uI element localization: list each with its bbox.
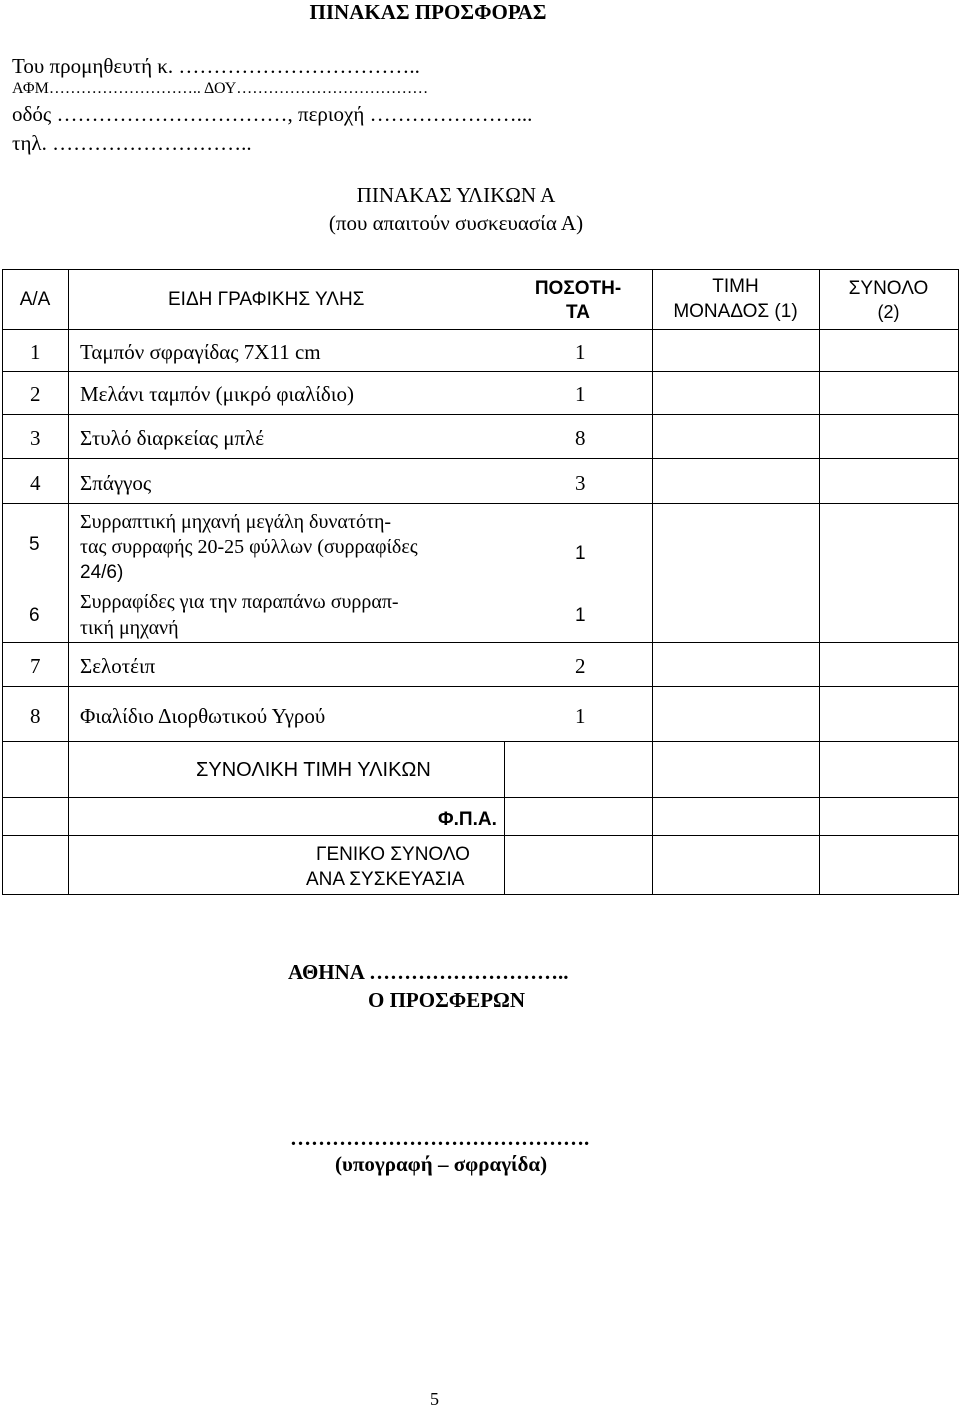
table-line [2,797,959,798]
row-4-aa: 4 [30,471,41,495]
table-line [2,835,959,836]
page-title: ΠΙΝΑΚΑΣ ΠΡΟΣΦΟΡΑΣ [309,0,547,24]
row-5-item-line-1: Συρραπτική μηχανή μεγάλη δυνατότη- [80,511,392,533]
row-5-qty: 1 [575,543,586,564]
row-1-aa: 1 [30,340,41,364]
col-header-total-2: (2) [877,302,900,322]
col-header-price-1: ΤΙΜΗ [712,276,759,297]
place-date: ΑΘΗΝΑ ……………………….. [288,960,569,984]
row-3-qty: 8 [575,426,586,450]
table-line [2,686,959,687]
total-materials-label: ΣΥΝΟΛΙΚΗ ΤΙΜΗ ΥΛΙΚΩΝ [196,759,431,781]
vat-label: Φ.Π.Α. [438,809,497,830]
row-8-qty: 1 [575,704,586,728]
row-3-aa: 3 [30,426,41,450]
table-line [652,269,653,894]
row-6-item-line-1: Συρραφίδες για την παραπάνω συρραπ- [80,591,399,613]
grand-total-label-2: ΑΝΑ ΣΥΣΚΕΥΑΣΙΑ [306,869,465,890]
row-6-qty: 1 [575,605,586,626]
col-header-total-1: ΣΥΝΟΛΟ [848,278,929,299]
street-area-line: οδός ……………………………, περιοχή …………………... [12,102,533,126]
row-3-item: Στυλό διαρκείας μπλέ [80,426,265,450]
signature-label: (υπογραφή – σφραγίδα) [335,1152,548,1176]
row-6-item-line-2: τική μηχανή [80,617,179,639]
col-header-aa: Α/Α [19,289,51,310]
col-header-qty-1: ΠΟΣΟΤΗ- [534,278,622,299]
row-7-aa: 7 [30,654,41,678]
offeror-label: Ο ΠΡΟΣΦΕΡΩΝ [368,988,526,1012]
table-line [819,269,820,894]
col-header-price-2: ΜΟΝΑΔΟΣ (1) [673,301,798,322]
row-2-item: Μελάνι ταμπόν (μικρό φιαλίδιο) [80,382,354,406]
row-6-aa: 6 [29,605,40,626]
row-2-aa: 2 [30,382,41,406]
table-line [2,741,959,742]
phone-line: τηλ. ……………………….. [12,131,252,155]
grand-total-label-1: ΓΕΝΙΚΟ ΣΥΝΟΛΟ [316,844,470,865]
signature-line: ……………………………………. [290,1126,590,1150]
table-line [2,329,959,330]
table-line [2,503,959,504]
row-8-aa: 8 [30,704,41,728]
table-line [504,742,505,894]
table-line [2,414,959,415]
row-1-qty: 1 [575,340,586,364]
row-4-qty: 3 [575,471,586,495]
row-5-item-line-2: τας συρραφής 20-25 φύλλων (συρραφίδες [80,536,418,558]
row-4-item: Σπάγγος [80,471,152,495]
afm-doy-line: ΑΦΜ……………………….. ΔΟΥ……………………………… [12,80,429,97]
table-subtitle: (που απαιτούν συσκευασία Α) [328,211,584,235]
row-5-aa: 5 [29,534,40,555]
col-header-item: ΕΙΔΗ ΓΡΑΦΙΚΗΣ ΥΛΗΣ [168,289,365,310]
row-8-item: Φιαλίδιο Διορθωτικού Υγρού [80,704,326,728]
table-line [958,269,959,894]
row-7-qty: 2 [575,654,586,678]
page-number: 5 [430,1389,439,1409]
row-5-item-line-3: 24/6) [80,562,124,583]
table-line [2,642,959,643]
col-header-qty-2: ΤΑ [566,302,590,323]
table-line [2,371,959,372]
table-line [68,269,69,894]
row-2-qty: 1 [575,382,586,406]
table-title: ΠΙΝΑΚΑΣ ΥΛΙΚΩΝ Α [356,183,556,207]
table-line [2,269,959,270]
row-1-item: Ταμπόν σφραγίδας 7Χ11 cm [80,340,321,364]
table-line [2,269,3,894]
supplier-line: Του προμηθευτή κ. …………………………….. [12,54,420,78]
table-line [2,894,959,895]
row-7-item: Σελοτέιπ [80,654,156,678]
table-line [2,458,959,459]
